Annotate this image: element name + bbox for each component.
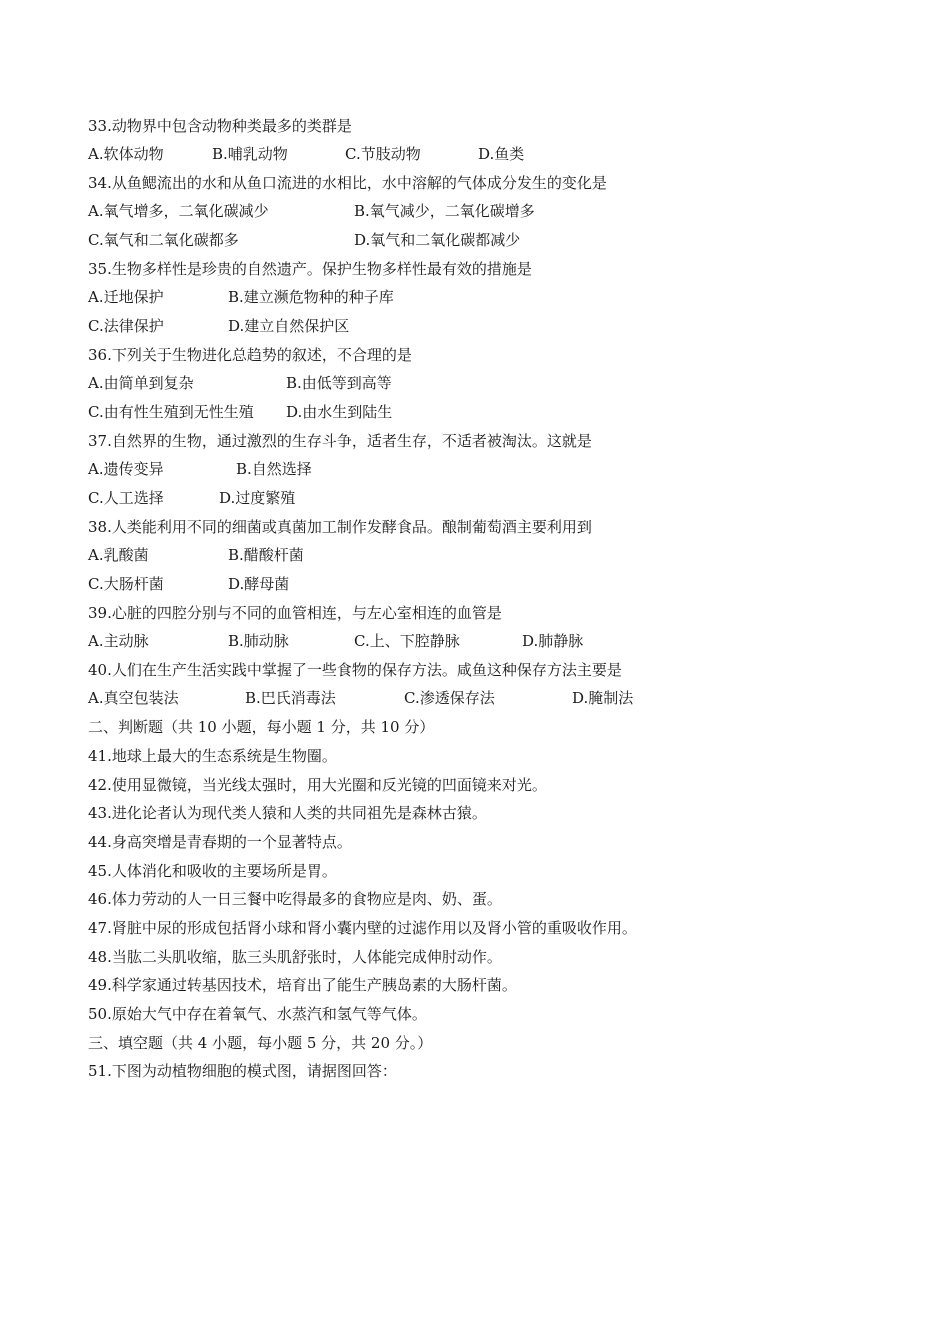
option-a: A.真空包装法 [88,689,179,707]
section-heading-true-false: 二、判断题（共 10 小题，每小题 1 分，共 10 分） [88,718,435,736]
option-d: D.鱼类 [478,145,525,163]
option-c: C.大肠杆菌 [88,575,164,593]
option-d: D.过度繁殖 [219,489,296,507]
option-d: D.腌制法 [572,689,634,707]
question-39-options [88,628,788,654]
statement-43: 43.进化论者认为现代类人猿和人类的共同祖先是森林古猿。 [88,804,487,822]
statement-45: 45.人体消化和吸收的主要场所是胃。 [88,862,337,880]
option-b: B.哺乳动物 [212,145,288,163]
question-51-stem: 51.下图为动植物细胞的模式图，请据图回答： [88,1062,397,1080]
option-c: C.节肢动物 [345,145,421,163]
question-37-stem: 37.自然界的生物，通过激烈的生存斗争，适者生存，不适者被淘汰。这就是 [88,432,592,450]
question-34-stem: 34.从鱼鳃流出的水和从鱼口流进的水相比，水中溶解的气体成分发生的变化是 [88,174,607,192]
question-38-options-row2 [88,571,788,597]
option-c: C.人工选择 [88,489,164,507]
option-d: D.酵母菌 [228,575,290,593]
statement-44: 44.身高突增是青春期的一个显著特点。 [88,833,352,851]
question-40-options [88,685,788,711]
option-d: D.建立自然保护区 [228,317,350,335]
statement-42: 42.使用显微镜，当光线太强时，用大光圈和反光镜的凹面镜来对光。 [88,776,547,794]
option-c: C.渗透保存法 [404,689,495,707]
option-a: A.氧气增多，二氧化碳减少 [88,202,269,220]
question-35-options-row2 [88,313,788,339]
question-37-options-row1 [88,456,788,482]
question-38-options-row1 [88,542,788,568]
option-c: C.法律保护 [88,317,164,335]
question-39-stem: 39.心脏的四腔分别与不同的血管相连，与左心室相连的血管是 [88,604,502,622]
option-a: A.迁地保护 [88,288,164,306]
question-35-stem: 35.生物多样性是珍贵的自然遗产。保护生物多样性最有效的措施是 [88,260,532,278]
option-b: B.肺动脉 [228,632,289,650]
question-35-options-row1 [88,284,788,310]
option-a: A.遗传变异 [88,460,164,478]
option-b: B.由低等到高等 [286,374,392,392]
question-33-stem: 33.动物界中包含动物种类最多的类群是 [88,117,352,135]
statement-47: 47.肾脏中尿的形成包括肾小球和肾小囊内壁的过滤作用以及肾小管的重吸收作用。 [88,919,637,937]
option-d: D.由水生到陆生 [286,403,393,421]
option-d: D.氧气和二氧化碳都减少 [354,231,521,249]
option-b: B.自然选择 [236,460,312,478]
option-a: A.由简单到复杂 [88,374,194,392]
option-b: B.氧气减少，二氧化碳增多 [354,202,535,220]
option-b: B.醋酸杆菌 [228,546,304,564]
option-a: A.主动脉 [88,632,149,650]
statement-48: 48.当肱二头肌收缩，肱三头肌舒张时，人体能完成伸肘动作。 [88,948,502,966]
question-34-options-row2 [88,227,788,253]
option-c: C.上、下腔静脉 [354,632,460,650]
question-36-options-row1 [88,370,788,396]
section-heading-fill-in: 三、填空题（共 4 小题，每小题 5 分，共 20 分。） [88,1034,433,1052]
option-d: D.肺静脉 [522,632,584,650]
option-c: C.氧气和二氧化碳都多 [88,231,239,249]
question-36-options-row2 [88,399,788,425]
statement-46: 46.体力劳动的人一日三餐中吃得最多的食物应是肉、奶、蛋。 [88,890,502,908]
statement-50: 50.原始大气中存在着氧气、水蒸汽和氢气等气体。 [88,1005,427,1023]
option-a: A.软体动物 [88,145,164,163]
option-b: B.建立濒危物种的种子库 [228,288,394,306]
option-c: C.由有性生殖到无性生殖 [88,403,254,421]
question-38-stem: 38.人类能利用不同的细菌或真菌加工制作发酵食品。酿制葡萄酒主要利用到 [88,518,592,536]
question-36-stem: 36.下列关于生物进化总趋势的叙述，不合理的是 [88,346,412,364]
statement-49: 49.科学家通过转基因技术，培育出了能生产胰岛素的大肠杆菌。 [88,976,517,994]
option-a: A.乳酸菌 [88,546,149,564]
statement-41: 41.地球上最大的生态系统是生物圈。 [88,747,337,765]
question-40-stem: 40.人们在生产生活实践中掌握了一些食物的保存方法。咸鱼这种保存方法主要是 [88,661,622,679]
question-34-options-row1 [88,198,788,224]
question-33-options [88,141,788,167]
question-37-options-row2 [88,485,788,511]
option-b: B.巴氏消毒法 [245,689,336,707]
